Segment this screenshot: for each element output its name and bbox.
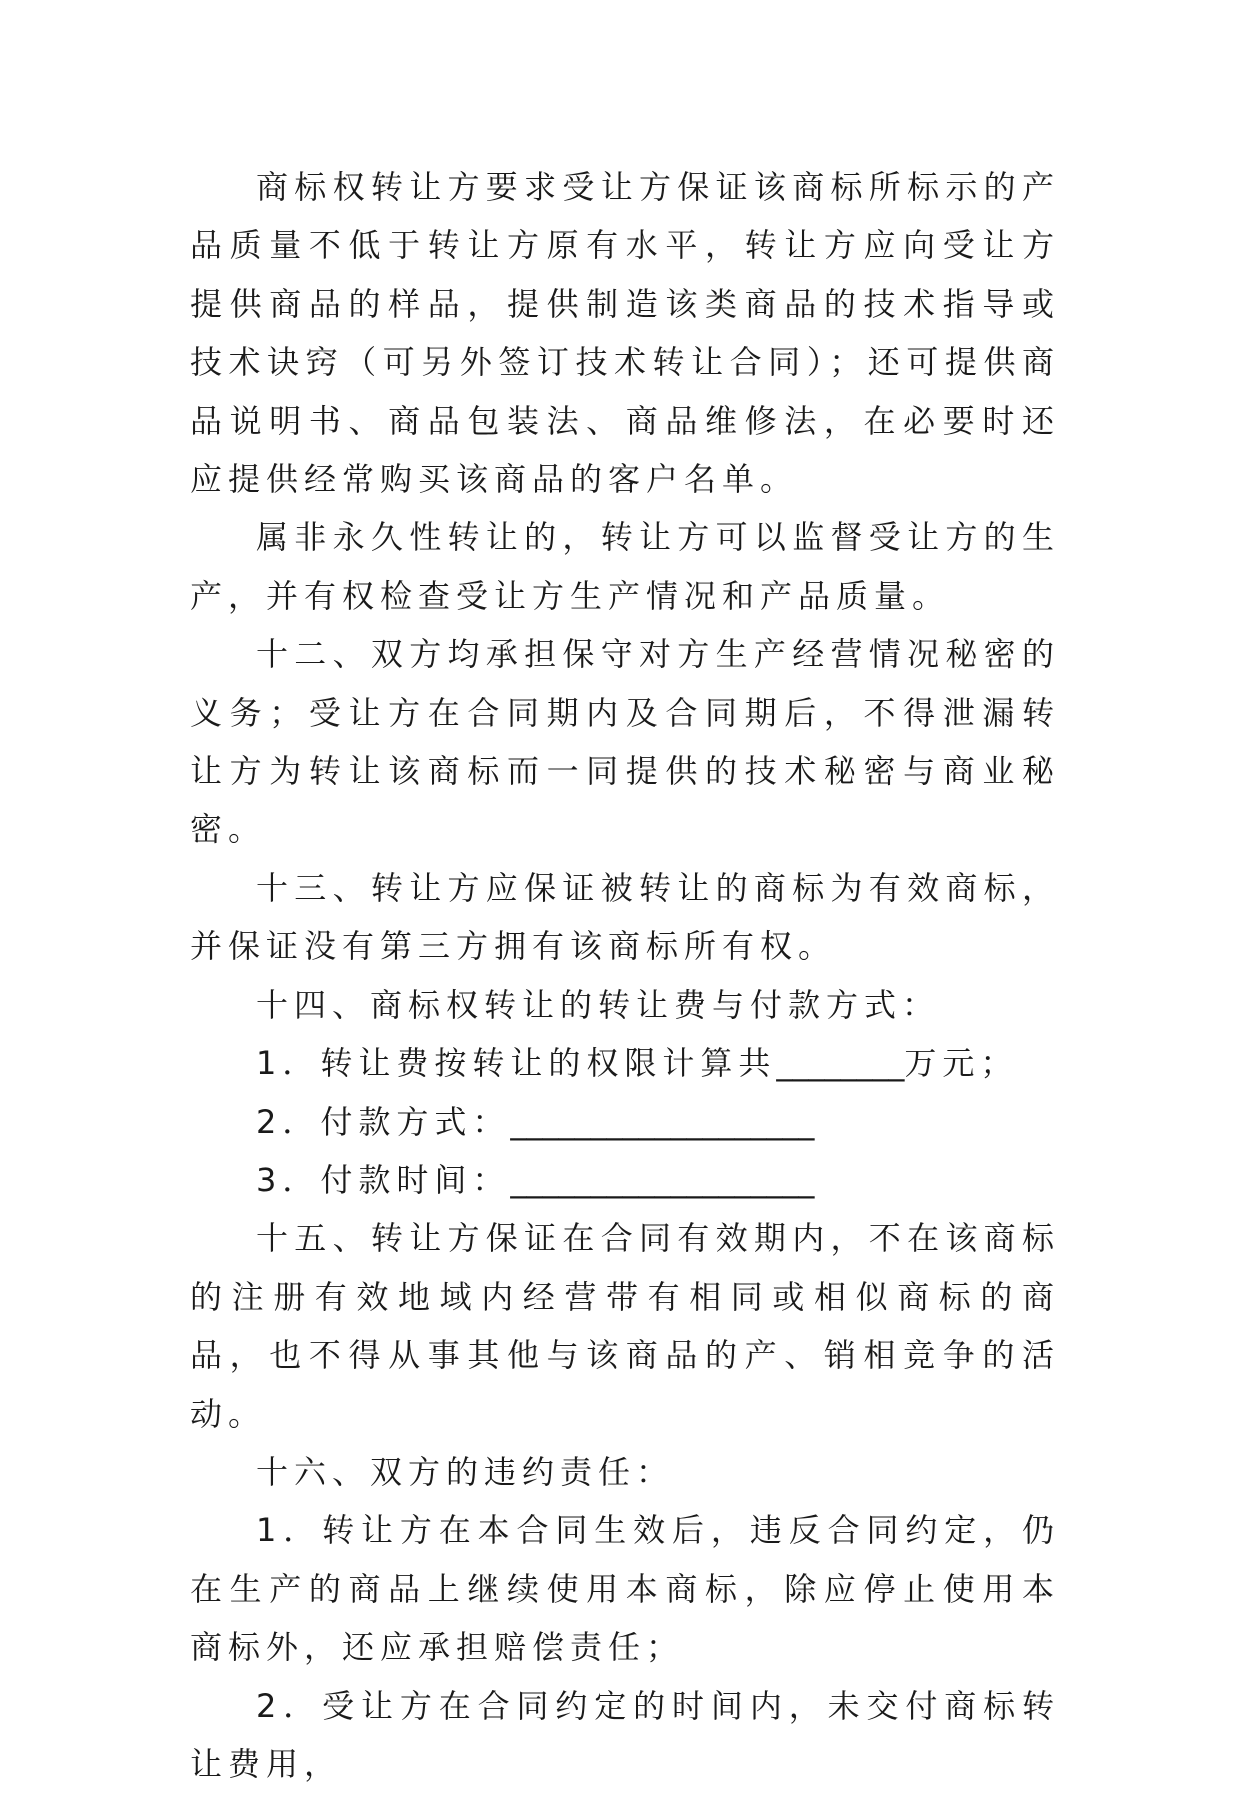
paragraph-payment-method: 2．付款方式：___________________	[256, 1102, 815, 1141]
paragraph-clause-13: 十三、转让方应保证被转让的商标为有效商标，并保证没有第三方拥有该商标所有权。	[190, 868, 1060, 966]
paragraph-clause-15: 十五、转让方保证在合同有效期内，不在该商标的注册有效地域内经营带有相同或相似商标的商品，也不得从事其他与该商品的产、销相竞争的活动。	[190, 1219, 1060, 1433]
paragraph-clause-14: 十四、商标权转让的转让费与付款方式：	[256, 985, 941, 1024]
fill-blank-payment-time: ___________________	[510, 1160, 815, 1199]
fill-blank-amount: ________	[776, 1044, 905, 1083]
paragraph-quality-requirement: 商标权转让方要求受让方保证该商标所标示的产品质量不低于转让方原有水平，转让方应向受让方提供商品的样品，提供制造该类商品的技术指导或技术诀窍（可另外签订技术转让合同）；还可提供商品说明书、商品包装法、商品维修法，在必要时还应提供经常购买该商品的客户名单。	[190, 168, 1060, 499]
document-body	[190, 158, 1060, 1793]
paragraph-clause-16: 十六、双方的违约责任：	[256, 1452, 675, 1491]
paragraph-breach-transferee: 2．受让方在合同约定的时间内，未交付商标转让费用，	[190, 1686, 1060, 1783]
paragraph-fee-amount: 1．转让费按转让的权限计算共________万元；	[256, 1044, 1019, 1083]
paragraph-breach-transferor: 1．转让方在本合同生效后，违反合同约定，仍在生产的商品上继续使用本商标，除应停止使用本商标外，还应承担赔偿责任；	[190, 1511, 1060, 1667]
paragraph-clause-12: 十二、双方均承担保守对方生产经营情况秘密的义务；受让方在合同期内及合同期后，不得泄漏转让方为转让该商标而一同提供的技术秘密与商业秘密。	[190, 635, 1060, 849]
paragraph-payment-time: 3．付款时间：___________________	[256, 1160, 815, 1199]
fill-blank-payment-method: ___________________	[510, 1102, 815, 1141]
paragraph-supervision: 属非永久性转让的，转让方可以监督受让方的生产，并有权检查受让方生产情况和产品质量。	[190, 518, 1060, 615]
